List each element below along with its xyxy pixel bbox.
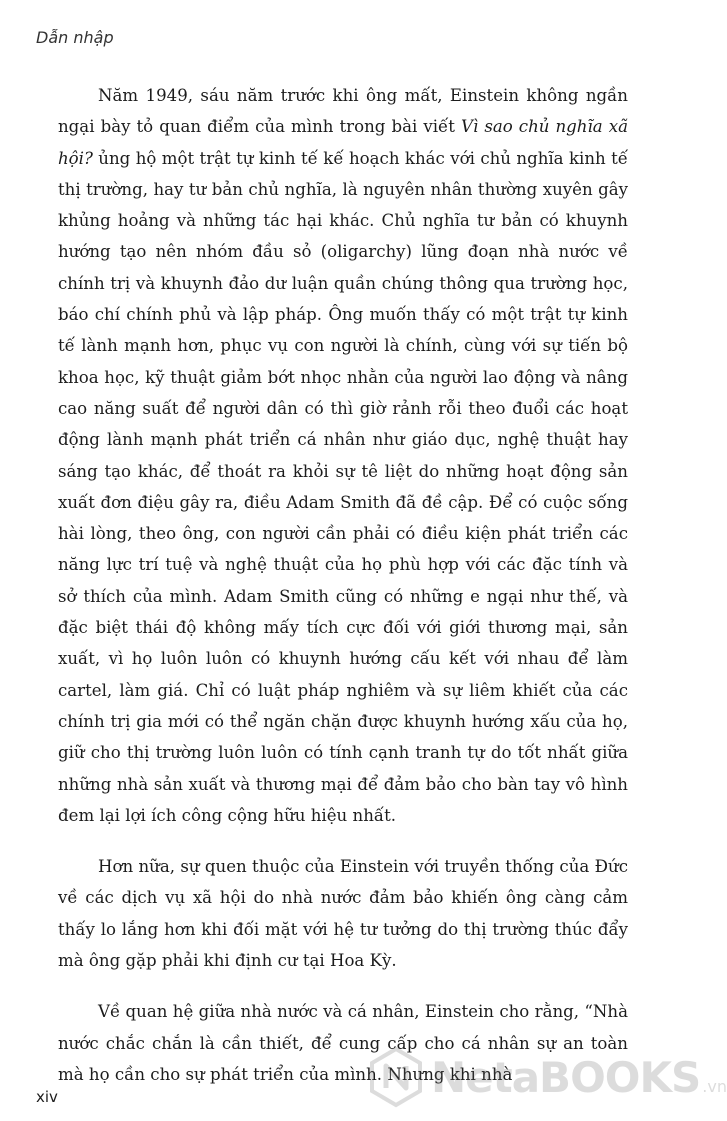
watermark-brand: NetaBOOKS [431,1052,701,1102]
paragraph-2: Hơn nữa, sự quen thuộc của Einstein với truyền thống của Đức về các dịch vụ xã hội do nhà nước đảm bảo khiến ông càng cảm thấy lo lắng hơn khi đối mặt với hệ tư tưởng do thị trường thúc đẩy mà ông gặp phải khi định cư tại Hoa Kỳ. [58,857,628,971]
article-title: Vì sao chủ nghĩa xã hội? [58,117,629,168]
paragraph-1-text-start: Năm 1949, sáu năm trước khi ông mất, Einstein không ngần ngại bày tỏ quan điểm của mình trong bài viết [58,86,628,137]
running-header: Dẫn nhập [36,28,114,47]
page-number: xiv [36,1088,58,1106]
watermark-suffix: .vn [702,1077,727,1096]
paragraph-3: Về quan hệ giữa nhà nước và cá nhân, Einstein cho rằng, “Nhà nước chắc chắn là cần thiết, để cung cấp cho cá nhân sự an toàn mà họ cần cho sự phát triển của mình. Nhưng khi nhà [58,1002,628,1084]
body-text [58,80,628,1110]
paragraph-1-text-end: ủng hộ một trật tự kinh tế kế hoạch khác với chủ nghĩa kinh tế thị trường, hay tư bản chủ nghĩa, là nguyên nhân thường xuyên gây khủng hoảng và những tác hại khác. Chủ nghĩa tư bản có khuynh hướng tạo nên nhóm đầu sỏ (oligarchy) lũng đoạn nhà nước về chính trị và khuynh đảo dư luận quần chúng thông qua trường học, báo chí chính phủ và lập pháp. Ông muốn thấy có một trật tự kinh tế lành mạnh hơn, phục vụ con người là chính, cùng với sự tiến bộ khoa học, kỹ thuật giảm bớt nhọc nhằn của người lao động và nâng cao năng suất để người dân có thì giờ rảnh rỗi theo đuổi các hoạt động lành mạnh phát triển cá nhân như giáo dục, nghệ thuật hay sáng tạo khác, để thoát ra khỏi sự tê liệt do những hoạt động sản xuất đơn điệu gây ra, điều Adam Smith đã đề cập. Để có cuộc sống hài lòng, theo ông, con người cần phải có điều kiện phát triển các năng lực trí tuệ và nghệ thuật của họ phù hợp với các đặc tính và sở thích của mình. Adam Smith cũng có những e ngại như thế, và đặc biệt thái độ không mấy tích cực đối với giới thương mại, sản xuất, vì họ luôn luôn có khuynh hướng cấu kết với nhau để làm cartel, làm giá. Chỉ có luật pháp nghiêm và sự liêm khiết của các chính trị gia mới có thể ngăn chặn được khuynh hướng xấu của họ, giữ cho thị trường luôn luôn có tính cạnh tranh tự do tốt nhất giữa những nhà sản xuất và thương mại để đảm bảo cho bàn tay vô hình đem lại lợi ích công cộng hữu hiệu nhất. [58,148,628,825]
paragraph-1 [58,80,628,831]
